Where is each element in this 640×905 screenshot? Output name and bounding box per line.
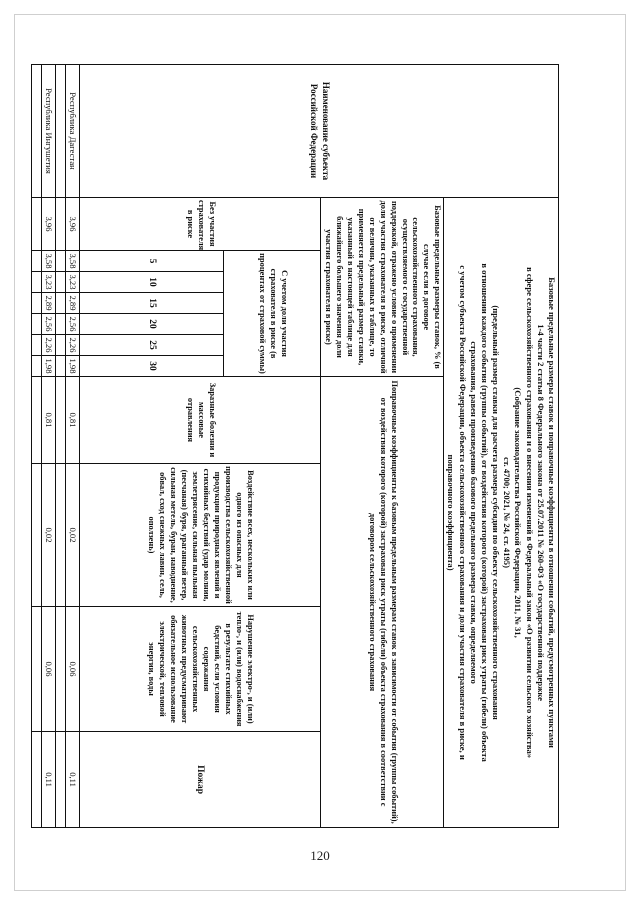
region-name: Республика Ингушетия	[41, 65, 55, 198]
header-coef-fire: Пожар	[80, 732, 321, 828]
rate-share-15: 2,89	[41, 293, 55, 314]
coef-natural: 0,02	[65, 464, 79, 607]
title-line: в отношении каждого события (группы событий), от воздействия которого (которой) застрахован риск утраты (гибели) объекта	[479, 263, 490, 762]
coef-natural: 0,02	[41, 464, 55, 607]
rate-share-30: 1,98	[41, 356, 55, 377]
header-with-participation: С учетом доли участия страхователя в риске (в процентах от страховой суммы)	[224, 251, 321, 377]
page-number: 120	[310, 848, 330, 863]
rate-share-20: 2,56	[65, 314, 79, 335]
header-without-participation: Без участия страхователя в риске	[80, 198, 321, 251]
title-line: поправочного коэффициента)	[446, 454, 457, 571]
rate-share-25: 2,26	[41, 335, 55, 356]
rate-share-10: 3,23	[41, 272, 55, 293]
rate-share-5: 3,58	[65, 251, 79, 272]
title-line: ст. 4700; 2021, № 24, ст. 4195)	[502, 457, 513, 568]
coef-fire: 0,11	[41, 732, 55, 828]
rate-share-10: 3,23	[65, 272, 79, 293]
table-row	[41, 65, 55, 828]
coef-diseases: 0,81	[41, 377, 55, 464]
title-line: в сфере сельскохозяйственного страхования и о внесении изменений в Федеральный закон «О развитии сельского хозяйства»	[524, 267, 535, 759]
header-share-30: 30	[80, 356, 224, 377]
rates-table	[31, 64, 559, 828]
coef-utilities: 0,06	[41, 607, 55, 732]
coef-diseases: 0,81	[65, 377, 79, 464]
header-region: Наименование субъекта Российской Федерации	[80, 65, 559, 198]
rate-share-30: 1,98	[65, 356, 79, 377]
coef-fire: 0,11	[65, 732, 79, 828]
region-name: Республика Дагестан	[65, 65, 79, 198]
rotated-table-container	[43, 64, 559, 827]
header-share-10: 10	[80, 272, 224, 293]
title-line: страхования, равен произведению базового предельного размера ставки, определяемого	[468, 341, 479, 684]
header-coef-diseases: Заразные болезни и массовые отравления	[80, 377, 321, 464]
title-line: (Собрание законодательства Российской Федерации, 2011, № 31,	[513, 387, 524, 638]
rate-share-20: 2,56	[41, 314, 55, 335]
rate-share-5: 3,58	[41, 251, 55, 272]
header-share-25: 25	[80, 335, 224, 356]
rate-share-25: 2,26	[65, 335, 79, 356]
header-share-5: 5	[80, 251, 224, 272]
header-base-rates: Базовые предельные размеры ставок, % (в случае если в договоре сельскохозяйственного страхования, осуществляемого с государственной поддержкой, отражено условие о применении доли участия страхователя в риске, отличной от величин, указанных в таблице, то применяется предельный размер ставки, указанный в настоящей таблице для ближайшего большего значения доли участия страхователя в риске)	[321, 198, 444, 377]
table-spacer-row	[31, 65, 41, 828]
table-spacer-row	[55, 65, 65, 828]
table-title	[444, 198, 559, 828]
title-line: (предельный размер ставки для расчета размера субсидии по объекту сельскохозяйственного страхования	[491, 305, 502, 720]
header-share-15: 15	[80, 293, 224, 314]
header-coef-utilities: Нарушение электро-, и (или) тепло-, и (или) водоснабжения в результате стихийных бедствий, если условия содержания сельскохозяйственных животных предусматривают обязательное использование электрической, тепловой энергии, воды	[80, 607, 321, 732]
title-line: Базовые предельные размеры ставок и поправочные коэффициенты в отношении событий, предусмотренных пунктами	[547, 277, 557, 748]
coef-utilities: 0,06	[65, 607, 79, 732]
rate-share-15: 2,89	[65, 293, 79, 314]
header-share-20: 20	[80, 314, 224, 335]
rate-without: 3,96	[41, 198, 55, 251]
title-line: 1-4 части 2 статьи 8 Федерального закона от 25.07.2011 № 260-ФЗ «О государственной поддержке	[535, 324, 546, 701]
header-coef-natural: Воздействие всех, нескольких или одного из опасных для производства сельскохозяйственной продукции природных явлений и стихийных бедствий (удар молнии, землетрясение, сильная пыльная (песчаная) буря, ураганный ветер, сильная метель, буран, наводнение, обвал, сход снежных лавин, сель, оползень)	[80, 464, 321, 607]
header-coefficients: Поправочные коэффициенты к базовым предельным размерам ставок в зависимости от события (группы событий), от воздействия которого (которой) застрахован риск утраты (гибели) объекта страхования в соответствии с договором сельскохозяйственного страхования	[321, 377, 444, 828]
rate-without: 3,96	[65, 198, 79, 251]
table-row	[65, 65, 79, 828]
title-line: с учетом субъекта Российской Федерации, объекта сельскохозяйственного страхования и доли участия страхователя в риске, и	[457, 265, 468, 760]
